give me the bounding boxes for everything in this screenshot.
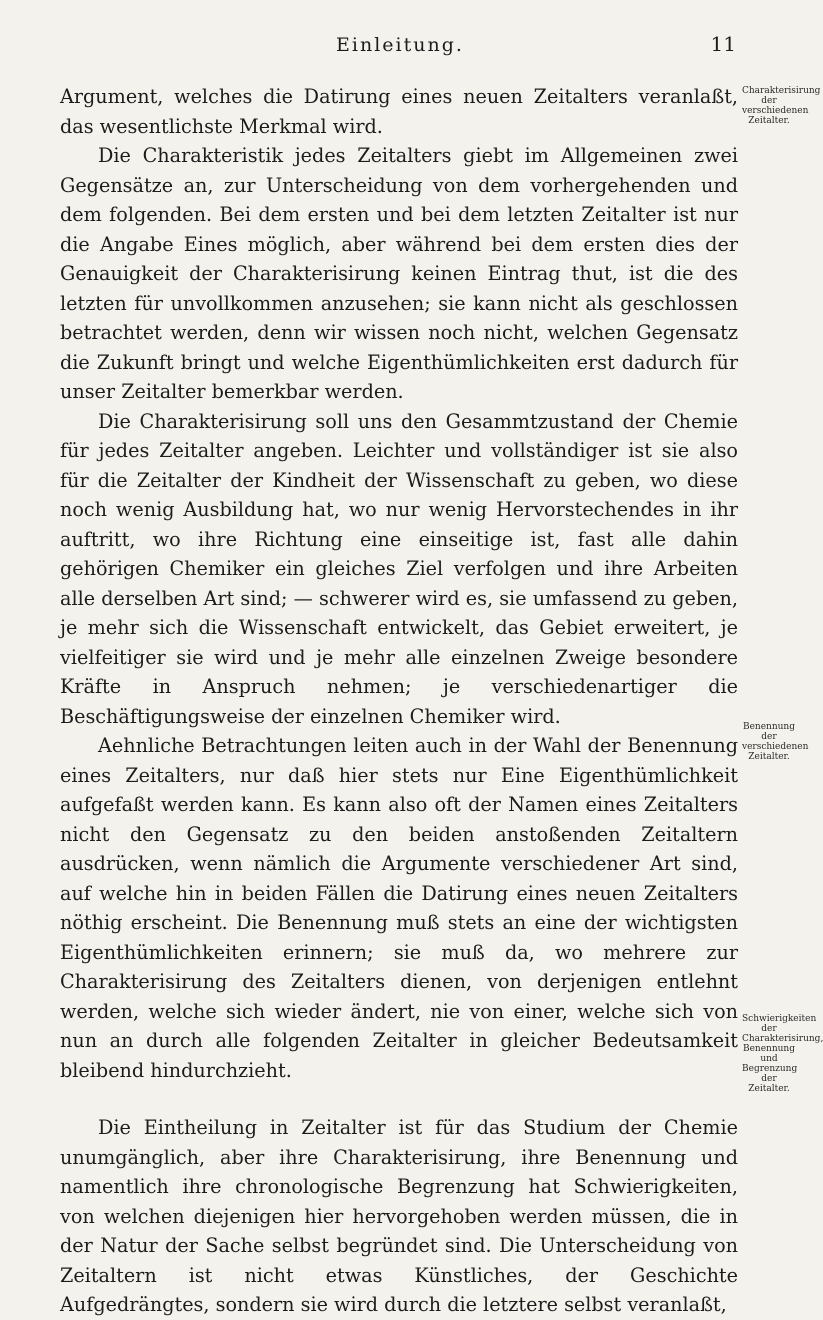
body-text bbox=[60, 82, 738, 1320]
paragraph: Die Eintheilung in Zeitalter ist für das Studium der Chemie unumgänglich, aber ihre Charakterisirung, ihre Benennung und namentlich ihre chronologische Begrenzung hat Schwierigkeiten, von welchen diejenigen hier hervorgehoben werden müssen, die in der Natur der Sache selbst begründet sind. Die Unterscheidung von Zeitaltern ist nicht etwas Künstliches, der Geschichte Aufgedrängtes, sondern sie wird durch die letztere selbst veranlaßt, bbox=[60, 1116, 738, 1316]
paragraph: Aehnliche Betrachtungen leiten auch in der Wahl der Benennung eines Zeitalters, nur daß hier stets nur Eine Eigenthümlichkeit aufgefaßt werden kann. Es kann also oft der Namen eines Zeitalters nicht den Gegensatz zu den beiden anstoßenden Zeitaltern ausdrücken, wenn nämlich die Argumente verschiedener Art sind, auf welche hin in beiden Fällen die Datirung eines neuen Zeitalters nöthig erscheint. Die Benennung muß stets an eine der wichtigsten Eigenthümlichkeiten erinnern; sie muß da, wo mehrere zur Charakterisirung des Zeitalters dienen, von derjenigen entlehnt werden, welche sich wieder ändert, nie von einer, welche sich von nun an durch alle folgenden Zeitalter in gleicher Bedeutsamkeit bleibend hindurchzieht. bbox=[60, 734, 738, 1082]
page-number: 11 bbox=[710, 32, 736, 56]
paragraph: Die Charakteristik jedes Zeitalters giebt im Allgemeinen zwei Gegensätze an, zur Unterscheidung von dem vorhergehenden und dem folgenden. Bei dem ersten und bei dem letzten Zeitalter ist nur die Angabe Eines möglich, aber während bei dem ersten dies der Genauigkeit der Charakterisirung keinen Eintrag thut, ist die des letzten für unvollkommen anzusehen; sie kann nicht als geschlossen betrachtet werden, denn wir wissen noch nicht, welchen Gegensatz die Zukunft bringt und welche Eigenthümlichkeiten erst dadurch für unser Zeitalter bemerkbar werden. bbox=[60, 144, 738, 403]
running-header bbox=[0, 28, 800, 58]
paragraph: Argument, welches die Datirung eines neuen Zeitalters veranlaßt, das wesentlichste Merkmal wird. bbox=[60, 85, 738, 138]
paragraph: Die Charakterisirung soll uns den Gesammtzustand der Chemie für jedes Zeitalter angeben. Leichter und vollständiger ist sie also für die Zeitalter der Kindheit der Wissenschaft zu geben, wo diese noch wenig Ausbildung hat, wo nur wenig Hervorstechendes in ihr auftritt, wo ihre Richtung eine einseitige ist, fast alle dahin gehörigen Chemiker ein gleiches Ziel verfolgen und ihre Arbeiten alle derselben Art sind; — schwerer wird es, sie umfassend zu geben, je mehr sich die Wissenschaft entwickelt, das Gebiet erweitert, je vielfeitiger sie wird und je mehr alle einzelnen Zweige besondere Kräfte in Anspruch nehmen; je verschiedenartiger die Beschäftigungsweise der einzelnen Chemiker wird. bbox=[60, 409, 738, 728]
chapter-title: Einleitung. bbox=[336, 34, 464, 56]
marginal-note: Benennung der verschiedenen Zeitalter. bbox=[742, 722, 809, 762]
marginal-note: Schwierigkeiten der Charakterisirung, Benennung und Begrenzung der Zeitalter. bbox=[742, 1014, 823, 1094]
marginal-note: Charakterisirung der verschiedenen Zeitalter. bbox=[742, 86, 821, 126]
